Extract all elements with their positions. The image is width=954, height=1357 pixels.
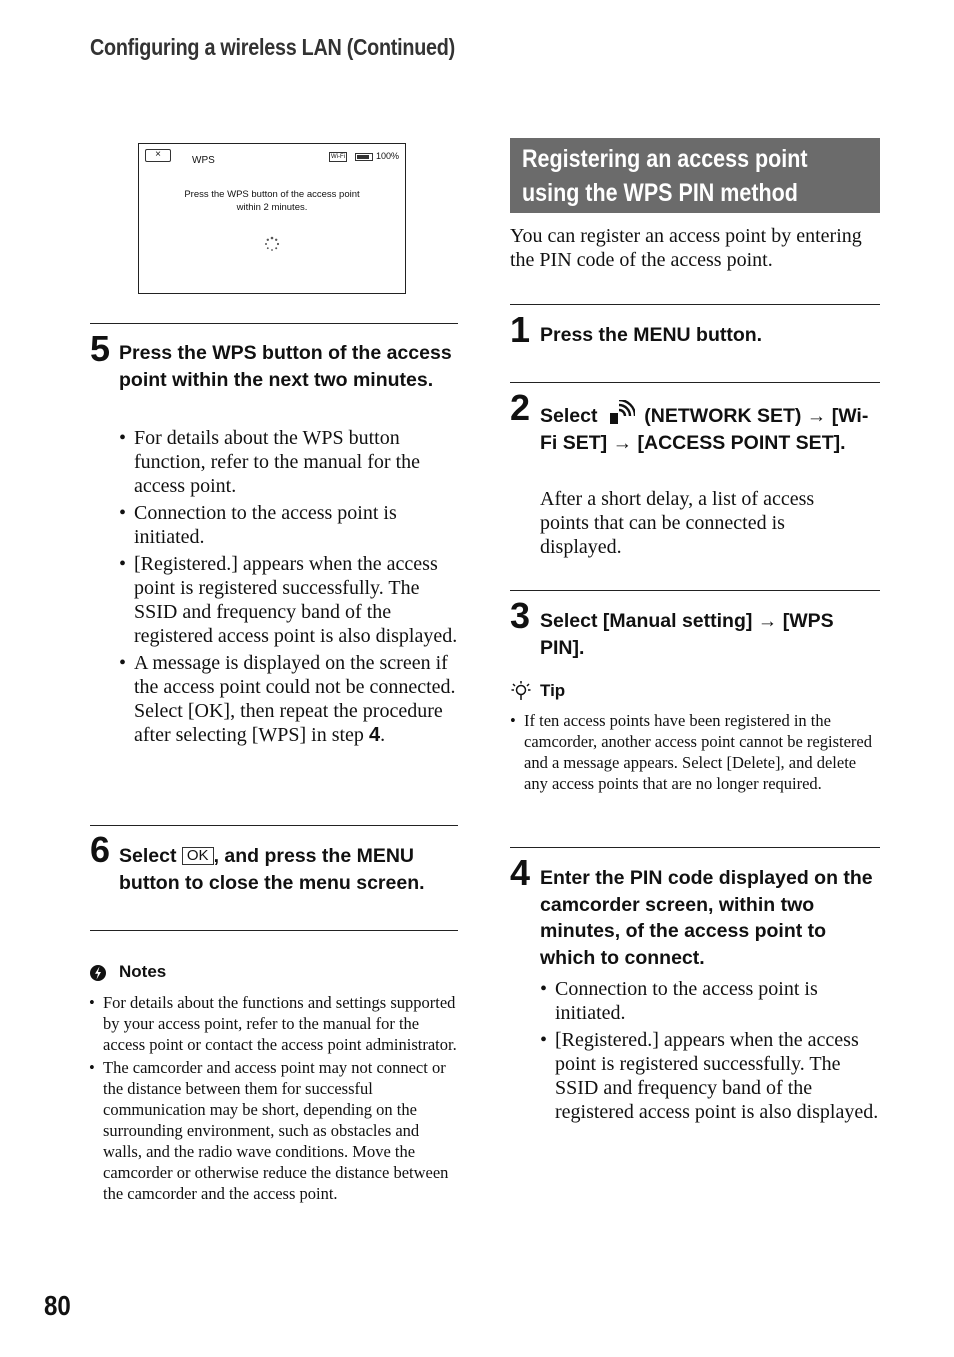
- step-heading: Press the WPS button of the access point within the next two minutes.: [119, 342, 452, 391]
- step-heading: Press the MENU button.: [540, 324, 763, 346]
- network-set-icon: [607, 400, 635, 426]
- section-title-banner: [510, 138, 880, 213]
- step-heading: [119, 843, 464, 896]
- list-item: • Connection to the access point is initiated.: [119, 501, 459, 549]
- tip-lightbulb-icon: [510, 680, 532, 702]
- step-number: 2: [510, 387, 531, 428]
- tip-list: [510, 710, 882, 796]
- step-number: 5: [90, 328, 111, 369]
- screen-title: WPS: [192, 155, 215, 166]
- step2-pre: Select: [540, 405, 603, 427]
- ok-button-icon: OK: [182, 847, 214, 865]
- screen-message: [139, 188, 405, 214]
- step-number: 6: [90, 829, 111, 870]
- list-item: • [Registered.] appears when the access point is registered successfully. The SSID and frequency band of the registered access point is also displayed.: [540, 1028, 880, 1124]
- list-item: • [Registered.] appears when the access point is registered successfully. The SSID and frequency band of the registered access point is also displayed.: [119, 552, 459, 648]
- divider: [510, 304, 880, 305]
- close-icon: ×: [145, 149, 171, 162]
- divider: [90, 825, 458, 826]
- section-title-line2: using the WPS PIN method: [522, 179, 798, 207]
- step-heading: Enter the PIN code displayed on the camcorder screen, within two minutes, of the access point to which to connect.: [540, 867, 873, 969]
- loading-spinner-icon: [264, 236, 280, 252]
- step-reference: 4: [368, 724, 381, 746]
- section-title-line1: Registering an access point: [522, 145, 808, 173]
- list-item: [119, 651, 459, 747]
- step5-bullets: [119, 426, 459, 750]
- divider: [510, 590, 880, 591]
- step-number: 1: [510, 309, 531, 350]
- list-item: • Connection to the access point is initiated.: [540, 977, 880, 1025]
- tip-title: Tip: [540, 681, 566, 700]
- step-heading: Select [Manual setting] → [WPS PIN].: [540, 610, 834, 659]
- bullet-text: A message is displayed on the screen if the access point could not be connected. Select [OK], then repeat the procedure after selecting [WPS] in step: [134, 652, 456, 746]
- battery-percent: 100%: [376, 151, 400, 161]
- wifi-icon: Wi-Fi: [331, 154, 345, 160]
- step-number: 4: [510, 852, 531, 893]
- list-item: • If ten access points have been registered in the camcorder, another access point cannot be registered and a message appears. Select [Delete], and delete any access points that are no longer required.: [510, 710, 882, 794]
- list-item: • The camcorder and access point may not connect or the distance between them for successful communication may be short, depending on the surrounding environment, such as obstacles and walls, and the radio wave conditions. Move the camcorder or otherwise reduce the distance between the camcorder and the access point.: [89, 1057, 459, 1204]
- notes-list: [89, 992, 459, 1206]
- step4-bullets: [540, 977, 880, 1127]
- list-item: • For details about the WPS button function, refer to the manual for the access point.: [119, 426, 459, 498]
- screen-message-line2: within 2 minutes.: [236, 202, 308, 213]
- step6-post: , and press the MENU button to close the menu screen.: [119, 845, 425, 894]
- step2-body: After a short delay, a list of access points that can be connected is displayed.: [540, 488, 815, 558]
- step-number: 3: [510, 595, 531, 636]
- section-intro: You can register an access point by entering the PIN code of the access point.: [510, 225, 862, 271]
- page-header-title: Configuring a wireless LAN (Continued): [90, 34, 455, 60]
- battery-icon: [355, 153, 373, 161]
- notes-warning-icon: [89, 964, 107, 982]
- notes-title: Notes: [119, 962, 167, 981]
- divider: [510, 382, 880, 383]
- divider: [510, 847, 880, 848]
- step6-pre: Select: [119, 845, 182, 867]
- page-number: 80: [44, 1290, 71, 1321]
- bullet-end: .: [380, 724, 386, 746]
- divider: [90, 930, 458, 931]
- list-item: • For details about the functions and settings supported by your access point, refer to the manual for the access point or contact the access point administrator.: [89, 992, 459, 1055]
- camcorder-screen-illustration: [138, 143, 406, 294]
- screen-message-line1: Press the WPS button of the access point: [184, 189, 360, 200]
- step2-post: (NETWORK SET) → [Wi-Fi SET] → [ACCESS POINT SET].: [540, 405, 869, 454]
- divider: [90, 323, 458, 324]
- step-heading: [540, 400, 880, 456]
